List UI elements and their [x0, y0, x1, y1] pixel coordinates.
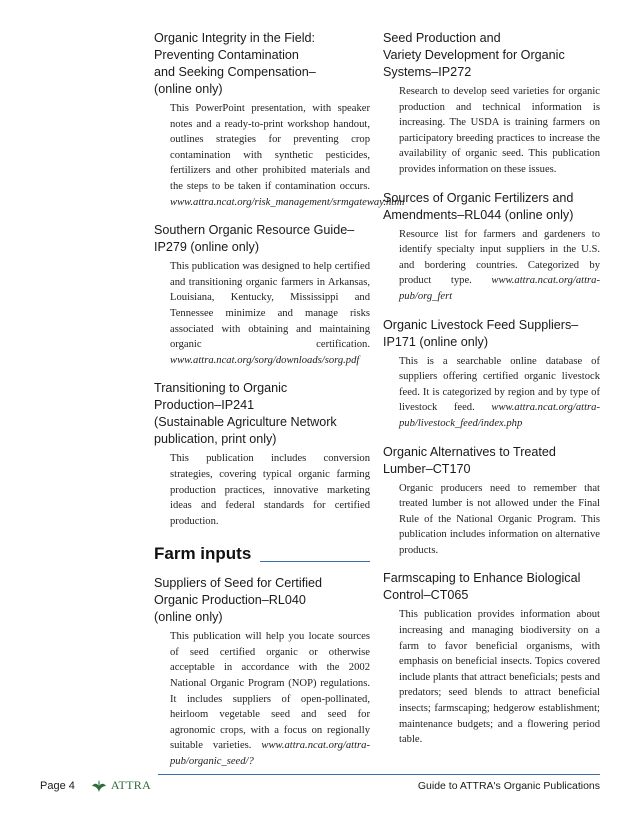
- publication-description: [170, 629, 370, 769]
- attra-logo: [91, 778, 151, 793]
- publication-description: [399, 607, 600, 747]
- publication-title: Organic Livestock Feed Suppliers– IP171 (online only): [383, 317, 579, 349]
- publication-url[interactable]: www.attra.ncat.org/attra-pub/livestock_feed/index.php: [399, 402, 600, 429]
- publication-entry: [383, 190, 600, 305]
- description-text: Resource list for farmers and gardeners to identify specialty input suppliers in the U.S. and bordering countries. Categorized by product type.: [399, 228, 600, 287]
- right-column: [383, 30, 600, 760]
- publication-url[interactable]: www.attra.ncat.org/attra-pub/org_fert: [399, 275, 600, 302]
- description-text: This publication includes conversion strategies, covering typical organic farming production practices, innovative marketing ideas and federal standards for certified production.: [170, 453, 370, 527]
- description-text: This publication was designed to help certified and transitioning organic farmers in Arkansas, Louisiana, Kentucky, Mississippi and Tennessee minimize and manage risks associated with obtaining and maintaining organic certification.: [170, 261, 370, 351]
- publication-title: Organic Alternatives to Treated Lumber–CT170: [383, 444, 556, 476]
- publication-running-title: Guide to ATTRA's Organic Publications: [417, 780, 600, 792]
- publication-entry: [383, 570, 600, 747]
- publication-title: Organic Integrity in the Field: Preventing Contamination and Seeking Compensation– (online only): [154, 31, 316, 96]
- publication-url[interactable]: www.attra.ncat.org/sorg/downloads/sorg.pdf: [170, 354, 360, 366]
- publication-url[interactable]: www.attra.ncat.org/risk_management/srmgateway.html: [170, 196, 405, 208]
- footer-rule: [158, 774, 600, 775]
- logo-text: ATTRA: [110, 778, 152, 792]
- publication-entry: [154, 380, 370, 529]
- description-text: This is a searchable online database of suppliers offering certified organic livestock feed. It is categorized by region and by type of livestock feed.: [399, 355, 600, 414]
- publication-entry: [383, 30, 600, 178]
- publication-title: Sources of Organic Fertilizers and Amendments–RL044 (online only): [383, 190, 574, 222]
- publication-entry: [154, 30, 405, 210]
- publication-description: [399, 227, 600, 305]
- publication-title: Suppliers of Seed for Certified Organic Production–RL040 (online only): [154, 576, 323, 625]
- publication-description: [170, 259, 370, 368]
- publication-description: [399, 481, 600, 559]
- publication-title: Farmscaping to Enhance Biological Control–CT065: [383, 571, 581, 603]
- description-text: This PowerPoint presentation, with speaker notes and a ready-to-print workshop handout, outlines strategies for preventing crop contamination with synthetic pesticides, fertilizers and other prohibited materials and the steps to be taken if contamination occurs.: [170, 103, 370, 192]
- publication-entry: [383, 317, 600, 432]
- publication-title: Seed Production and Variety Development for Organic Systems–IP272: [383, 31, 565, 79]
- footer-left: [40, 778, 151, 793]
- publication-url[interactable]: www.attra.ncat.org/attra-pub/organic_seed/?: [170, 740, 370, 768]
- publication-entry: [154, 575, 370, 769]
- description-text: Research to develop seed varieties for organic production and technical information is increasing. The USDA is training farmers on participatory breeding practices to increase the availability of organic seed. This publication provides information on these issues.: [399, 86, 600, 175]
- publication-entry: [154, 222, 370, 368]
- publication-title: Southern Organic Resource Guide– IP279 (online only): [154, 223, 355, 255]
- publication-description: [399, 84, 600, 178]
- publication-entry: [383, 444, 600, 559]
- description-text: Organic producers need to remember that treated lumber is not allowed under the Final Rule of the National Organic Program. This publication includes information on alternative products.: [399, 482, 600, 556]
- attra-leaf-icon: [91, 779, 107, 793]
- description-text: This publication will help you locate sources of seed certified organic or otherwise acceptable in accordance with the 2002 National Organic Program (NOP) regulations. It includes suppliers of open-pollinated, heirloom vegetable seed and seed for agronomic crops, with a focus on regionally suitable varieties.: [170, 631, 370, 752]
- publication-description: [170, 451, 370, 529]
- page-footer: [40, 774, 600, 802]
- description-text: This publication provides information about increasing and managing biodiversity on a farm to favor beneficial organisms, with emphasis on beneficial insects. Topics covered include plants that attract beneficials; pests and predators; seed blends to attract beneficial insects; farmscaping; hedgerow establishment; maintenance budgets; and a flowering period table.: [399, 609, 600, 746]
- section-title: Farm inputs: [154, 544, 252, 564]
- publication-description: [399, 354, 600, 432]
- left-column: [154, 30, 405, 782]
- publication-description: [170, 101, 405, 210]
- page-number: Page 4: [40, 779, 75, 792]
- publication-title: Transitioning to Organic Production–IP241 (Sustainable Agriculture Network publication, print only): [154, 381, 337, 447]
- section-rule: [260, 561, 370, 562]
- section-heading: [154, 543, 370, 567]
